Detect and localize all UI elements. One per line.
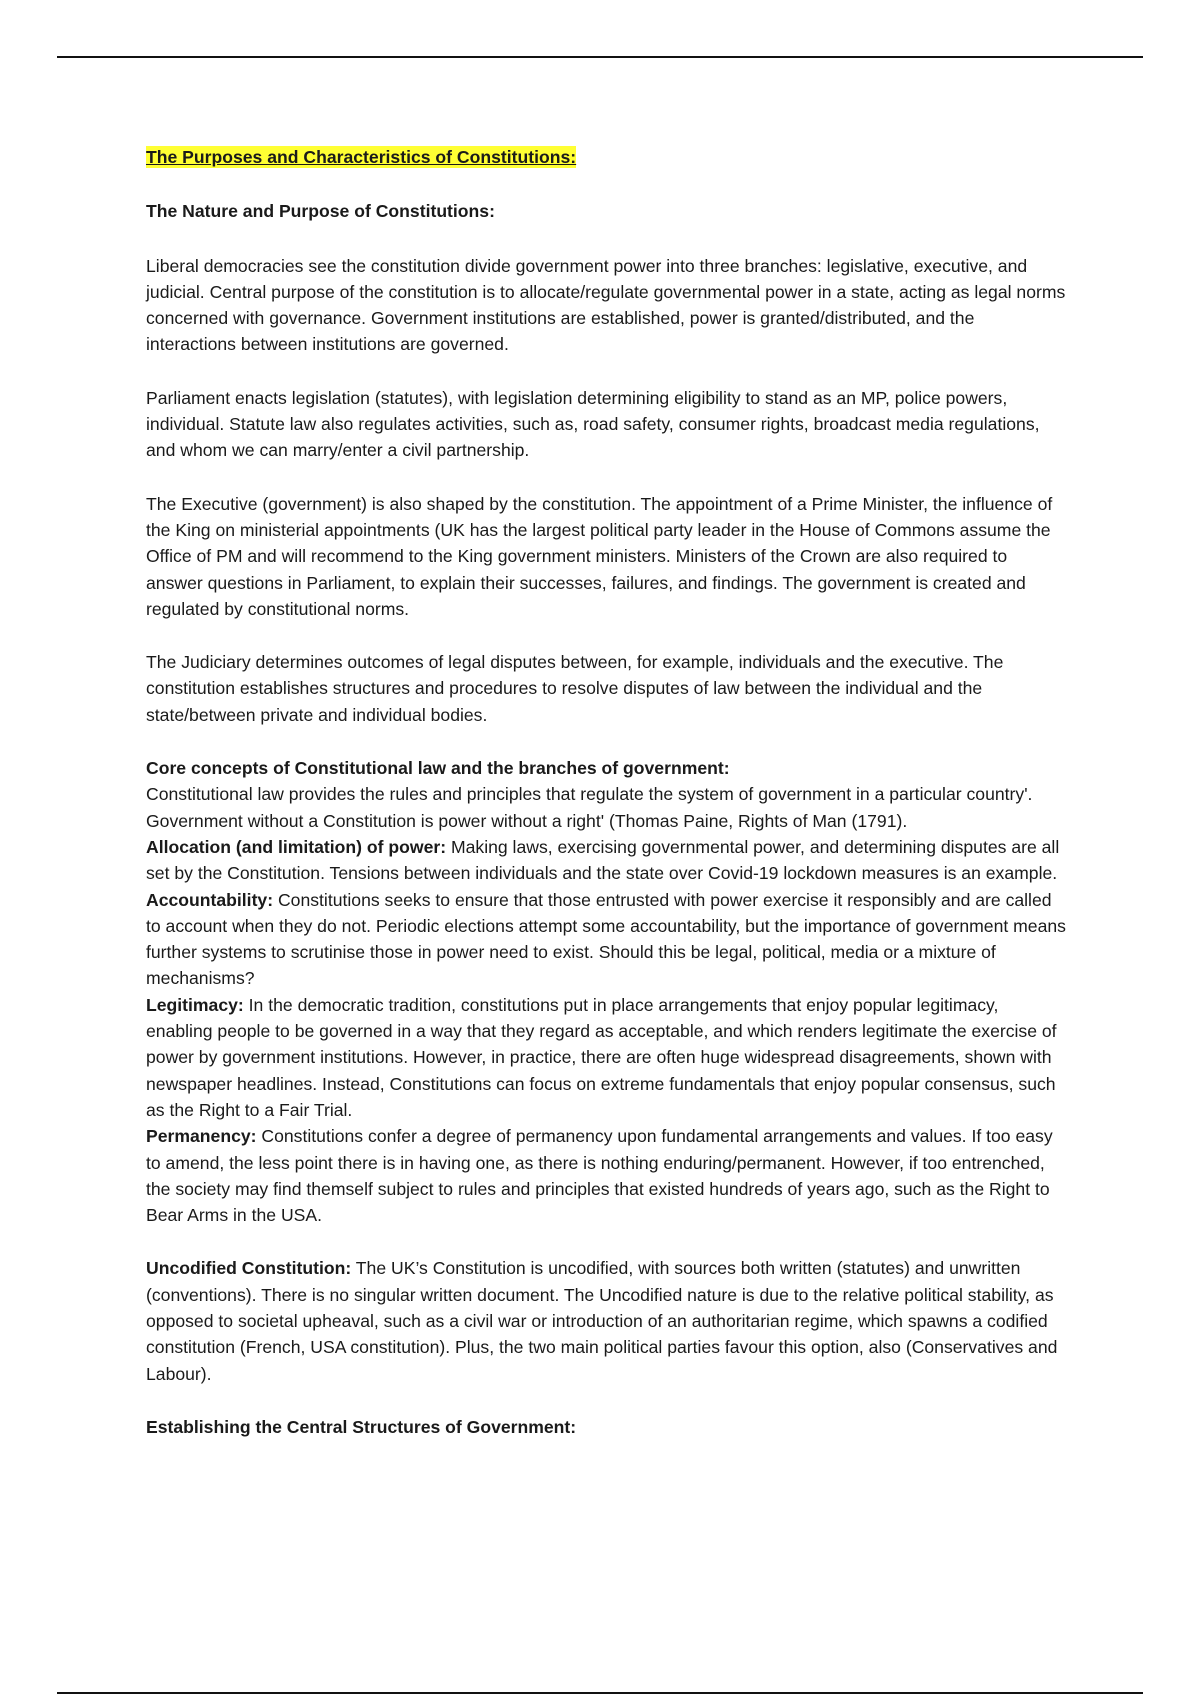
legitimacy-label: Legitimacy: — [146, 994, 244, 1015]
paragraph-uncodified — [146, 1255, 1066, 1386]
section-heading-core-concepts: Core concepts of Constitutional law and the branches of government: — [146, 758, 730, 779]
paragraph-parliament: Parliament enacts legislation (statutes), with legislation determining eligibility to stand as an MP, police powers, individual. Statute law also regulates activities, such as, road safety, consumer rights, broadcast media regulations, and whom we can marry/enter a civil partnership. — [146, 387, 1040, 461]
paragraph-accountability — [146, 887, 1066, 992]
section-heading-central-structures: Establishing the Central Structures of Government: — [146, 1416, 577, 1437]
legitimacy-text: In the democratic tradition, constitutions put in place arrangements that enjoy popular legitimacy, enabling people to be governed in a way that they regard as acceptable, and which renders legitimate the exercise of power by government institutions. However, in practice, there are often huge widespread disagreements, shown with newspaper headlines. Instead, Constitutions can focus on extreme fundamentals that enjoy popular consensus, such as the Right to a Fair Trial. — [146, 994, 1057, 1120]
paragraph-liberal-democracies: Liberal democracies see the constitution divide government power into three branches: legislative, executive, and judicial. Central purpose of the constitution is to allocate/regulate governmental power in a state, acting as legal norms concerned with governance. Government institutions are established, power is granted/distributed, and the interactions between institutions are governed. — [146, 255, 1066, 355]
permanency-label: Permanency: — [146, 1126, 257, 1147]
paragraph-constitutional-law: Constitutional law provides the rules and principles that regulate the system of government in a particular country'. Government without a Constitution is power without a right' (Thomas Paine, Rights of Man (1791). — [146, 784, 1033, 831]
paragraph-judiciary: The Judiciary determines outcomes of legal disputes between, for example, individuals and the executive. The constitution establishes structures and procedures to resolve disputes of law between the individual and the state/between private and individual bodies. — [146, 652, 1004, 725]
top-rule — [57, 56, 1143, 58]
document-body — [146, 144, 1066, 1440]
uncodified-label: Uncodified Constitution: — [146, 1258, 352, 1279]
paragraph-executive: The Executive (government) is also shaped by the constitution. The appointment of a Prime Minister, the influence of the King on ministerial appointments (UK has the largest political party leader in the House of Commons assume the Office of PM and will recommend to the King government ministers. Ministers of the Crown are also required to answer questions in Parliament, to explain their successes, failures, and findings. The government is created and regulated by constitutional norms. — [146, 493, 1053, 619]
paragraph-permanency — [146, 1123, 1066, 1228]
document-title: The Purposes and Characteristics of Constitutions: — [146, 147, 577, 167]
section-heading-nature-purpose: The Nature and Purpose of Constitutions: — [146, 201, 495, 222]
allocation-text: Making laws, exercising governmental power, and determining disputes are all set by the Constitution. Tensions between individuals and the state over Covid-19 lockdown measures is an example. — [146, 836, 1060, 884]
uncodified-text: The UK’s Constitution is uncodified, with sources both written (statutes) and unwritten (conventions). There is no singular written document. The Uncodified nature is due to the relative political stability, as opposed to societal upheaval, such as a civil war or introduction of an authoritarian regime, which spawns a codified constitution (French, USA constitution). Plus, the two main political parties favour this option, also (Conservatives and Labour). — [146, 1258, 1058, 1384]
paragraph-allocation — [146, 834, 1066, 887]
allocation-label: Allocation (and limitation) of power: — [146, 836, 447, 857]
paragraph-legitimacy — [146, 992, 1066, 1123]
bottom-rule — [57, 1692, 1143, 1694]
accountability-label: Accountability: — [146, 889, 274, 910]
permanency-text: Constitutions confer a degree of permanency upon fundamental arrangements and values. If too easy to amend, the less point there is in having one, as there is nothing enduring/permanent. However, if too entrenched, the society may find themself subject to rules and principles that existed hundreds of years ago, such as the Right to Bear Arms in the USA. — [146, 1126, 1053, 1226]
accountability-text: Constitutions seeks to ensure that those entrusted with power exercise it responsibly and are called to account when they do not. Periodic elections attempt some accountability, but the importance of government means further systems to scrutinise those in power need to exist. Should this be legal, political, media or a mixture of mechanisms? — [146, 889, 1066, 989]
